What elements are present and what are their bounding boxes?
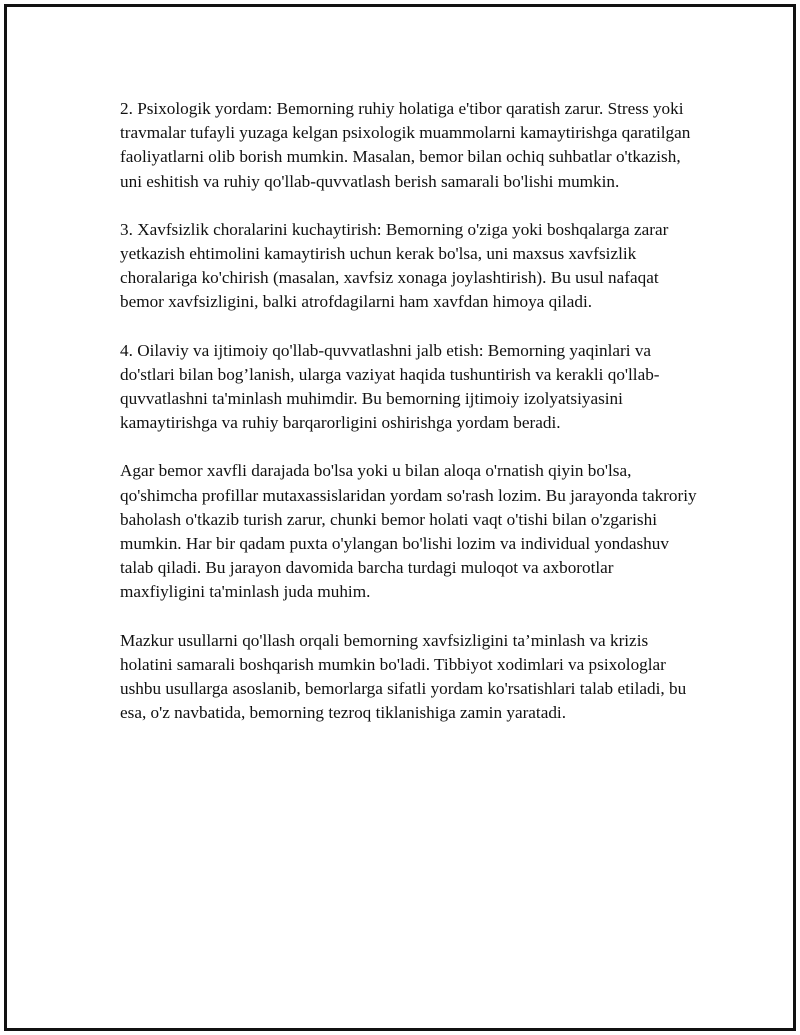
page-frame — [4, 4, 796, 1031]
paragraph-conclusion: Mazkur usullarni qo'llash orqali bemorning xavfsizligini ta’minlash va krizis holatini samarali boshqarish mumkin bo'ladi. Tibbiyot xodimlari va psixologlar ushbu usullarga asoslanib, bemorlarga sifatli yordam ko'rsatishlari talab etiladi, bu esa, o'z navbatida, bemorning tezroq tiklanishiga zamin yaratadi. — [120, 630, 687, 723]
paragraph-dangerous-patient: Agar bemor xavfli darajada bo'lsa yoki u bilan aloqa o'rnatish qiyin bo'lsa, qo'shimcha profillar mutaxassislaridan yordam so'rash lozim. Bu jarayonda takroriy baholash o'tkazib turish zarur, chunki bemor holati vaqt o'tishi bilan o'zgarishi mumkin. Har bir qadam puxta o'ylangan bo'lishi lozim va individual yondashuv talab qiladi. Bu jarayon davomida barcha turdagi muloqot va axborotlar maxfiyligini ta'minlash juda muhim. — [120, 461, 697, 602]
paragraph-safety-measures: 3. Xavfsizlik choralarini kuchaytirish: Bemorning o'ziga yoki boshqalarga zarar yetkazish ehtimolini kamaytirish uchun kerak bo'lsa, uni maxsus xavfsizlik choralariga ko'chirish (masalan, xavfsiz xonaga joylashtirish). Bu usul nafaqat bemor xavfsizligini, balki atrofdagilarni ham xavfdan himoya qiladi. — [120, 219, 669, 312]
paragraph-family-social-support: 4. Oilaviy va ijtimoiy qo'llab-quvvatlashni jalb etish: Bemorning yaqinlari va do'stlari bilan bog’lanish, ularga vaziyat haqida tushuntirish va kerakli qo'llab-quvvatlashni ta'minlash muhimdir. Bu bemorning ijtimoiy izolyatsiyasini kamaytirishga va ruhiy barqarorligini oshirishga yordam beradi. — [120, 340, 660, 433]
page-content — [120, 97, 700, 749]
paragraph-psychological-support: 2. Psixologik yordam: Bemorning ruhiy holatiga e'tibor qaratish zarur. Stress yoki travmalar tufayli yuzaga kelgan psixologik muammolarni kamaytirishga qaratilgan faoliyatlarni olib borish mumkin. Masalan, bemor bilan ochiq suhbatlar o'tkazish, uni eshitish va ruhiy qo'llab-quvvatlash berish samarali bo'lishi mumkin. — [120, 99, 691, 191]
